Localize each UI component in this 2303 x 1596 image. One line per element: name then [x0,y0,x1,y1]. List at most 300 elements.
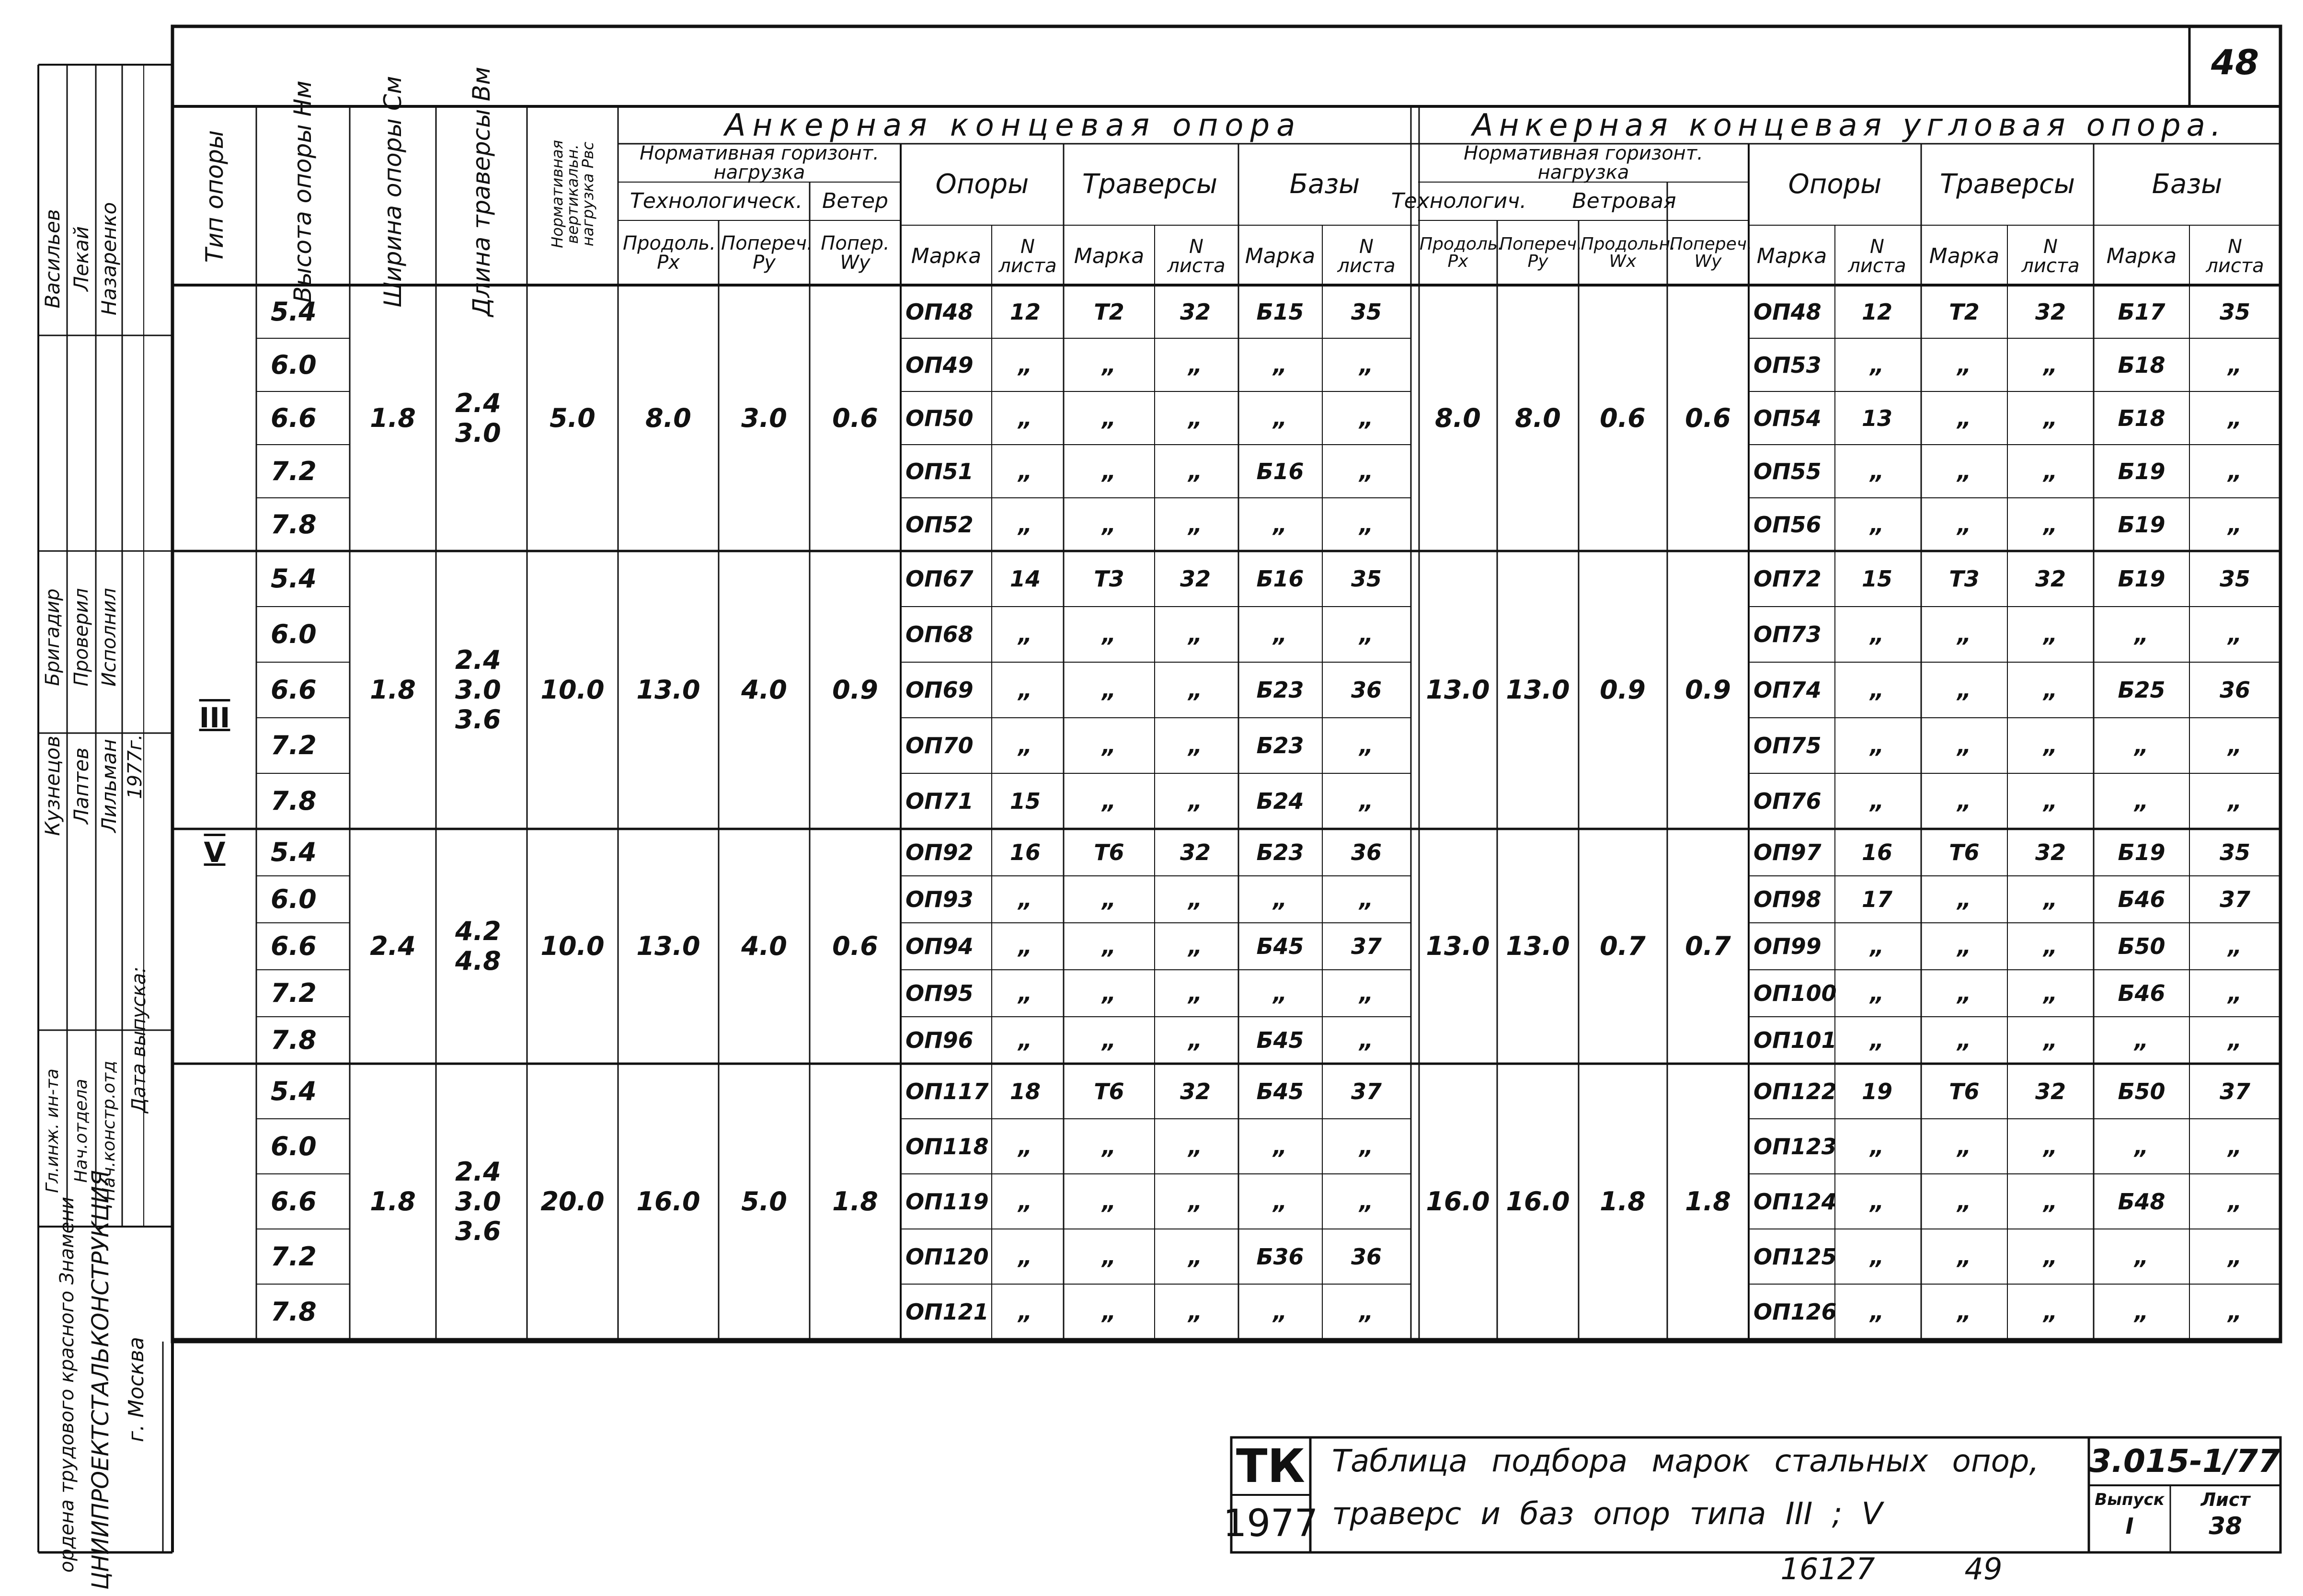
baza-mark-a: Б45 [1256,1027,1304,1053]
baza-sheet-b: „ [2228,980,2242,1006]
logo-year: 1977 [1223,1502,1318,1545]
tech-a: Технологическ. [630,189,803,213]
opora-mark-a: ОП93 [905,886,974,912]
wy-value: 0.6 [832,402,878,433]
opora-mark-a: ОП120 [905,1243,989,1270]
wind-a: Ветер [822,189,888,213]
wy-value: 0.9 [832,675,878,705]
stamp-code: 3.015-1/77 [2089,1443,2280,1480]
baza-sheet-b: „ [2228,788,2242,814]
opora-sheet-a: „ [1018,886,1032,912]
baza-mark-b: „ [2134,1243,2149,1270]
baza-sheet-a: „ [1359,405,1374,431]
opora-sheet-a: „ [1018,980,1032,1006]
traversa-mark-b: Т6 [1949,1078,1980,1104]
traversa-mark-a: „ [1102,511,1116,538]
py-value: 5.0 [741,1186,787,1217]
baza-sheet-b: „ [2228,1298,2242,1325]
list-label: Лист [2200,1489,2250,1510]
opora-sheet-b: „ [1870,788,1884,814]
opora-sheet-a: „ [1018,1027,1032,1053]
poper-a: Попереч. Ру [721,232,813,274]
opora-mark-b: ОП73 [1753,621,1822,647]
traversa-mark-a: „ [1102,788,1116,814]
baza-sheet-b: „ [2228,933,2242,959]
length-value: 4.2 4.8 [455,916,501,976]
opora-sheet-b: 19 [1861,1078,1893,1104]
traversa-sheet-b: „ [2043,1133,2058,1160]
baza-mark-a: Б23 [1256,733,1304,758]
subheader-marka-b: Марка [1929,244,2000,268]
opory-a: Опоры [935,169,1029,200]
traversa-mark-b: „ [1957,788,1971,814]
traversa-sheet-b: „ [2043,788,2058,814]
opora-sheet-a: 18 [1009,1078,1041,1104]
height-value: 6.0 [271,619,317,649]
height-value: 7.8 [271,509,317,540]
py-value: 4.0 [741,675,787,705]
px-value: 13.0 [636,931,700,961]
baza-mark-a: Б36 [1256,1243,1304,1270]
opora-sheet-b: „ [1870,980,1884,1006]
baza-mark-b: „ [2134,1133,2149,1160]
baza-sheet-b: 36 [2219,677,2251,703]
traversa-sheet-b: „ [2043,1243,2058,1270]
subheader-marka-a: Марка [1074,244,1145,268]
baza-mark-a: Б15 [1256,299,1304,325]
traversa-mark-a: Т2 [1094,299,1124,325]
side-name2-1: Лаптев [69,747,93,824]
traversa-mark-b: „ [1957,511,1971,538]
baza-mark-a: Б24 [1256,788,1304,814]
traversa-sheet-a: „ [1188,788,1203,814]
opora-mark-b: ОП99 [1753,933,1822,959]
traversa-sheet-a: „ [1188,352,1203,378]
opora-sheet-b: „ [1870,1027,1884,1053]
opora-sheet-a: „ [1018,458,1032,484]
opora-sheet-a: „ [1018,621,1032,647]
footer-number-1: 16127 [1780,1551,1875,1586]
side-role2-1: Нач.отдела [71,1079,91,1183]
baza-sheet-a: 35 [1351,566,1382,592]
baza-mark-a: Б23 [1256,677,1304,703]
vload-value: 5.0 [550,402,596,433]
side-org-1: ордена трудового красного Знамени [56,1196,78,1573]
opora-mark-a: ОП71 [905,788,974,814]
baza-sheet-b: „ [2228,1243,2242,1270]
side-name2-2: Лильман [97,739,121,833]
opora-mark-b: ОП122 [1753,1078,1837,1104]
baza-mark-a: „ [1273,405,1287,431]
baza-sheet-b: 37 [2219,886,2251,912]
vload-value: 10.0 [540,675,605,705]
opora-mark-a: ОП48 [905,299,974,325]
opora-mark-b: ОП100 [1753,980,1837,1006]
baza-sheet-a: „ [1359,1027,1374,1053]
traversa-sheet-b: „ [2043,405,2058,431]
baza-mark-a: Б23 [1256,839,1304,865]
subheader-marka-a: Марка [911,244,982,268]
width-value: 1.8 [370,402,416,433]
bazy-b: Базы [2152,169,2223,200]
traversa-sheet-b: „ [2043,677,2058,703]
traversa-sheet-b: „ [2043,886,2058,912]
opory-b: Опоры [1788,169,1882,200]
px-value: 13.0 [636,675,700,705]
baza-mark-b: Б18 [2118,405,2166,431]
baza-sheet-b: „ [2228,352,2242,378]
opora-mark-b: ОП75 [1753,733,1822,758]
traversa-mark-b: „ [1957,458,1971,484]
py-b-value: 13.0 [1506,931,1570,961]
opora-sheet-b: 17 [1861,886,1893,912]
side-role2-2: Нач.констр.отд [99,1060,119,1201]
baza-mark-a: Б45 [1256,933,1304,959]
traversa-mark-b: „ [1957,1243,1971,1270]
col-width-header: Ширина опоры См [379,76,407,308]
side-name2-0: Кузнецов [41,735,64,836]
height-value: 7.2 [271,1241,317,1272]
height-value: 7.2 [271,978,317,1008]
opora-mark-b: ОП123 [1753,1133,1837,1160]
prodol-b: Продоль. Рх [1420,234,1503,271]
traversa-sheet-a: „ [1188,980,1203,1006]
baza-mark-a: „ [1273,980,1287,1006]
traversa-mark-b: „ [1957,933,1971,959]
traversa-sheet-b: „ [2043,621,2058,647]
opora-mark-a: ОП70 [905,733,974,758]
traversa-sheet-a: „ [1188,933,1203,959]
traversa-mark-b: „ [1957,1027,1971,1053]
baza-sheet-b: „ [2228,733,2242,758]
height-value: 5.4 [271,296,317,327]
traversa-sheet-a: 32 [1180,566,1211,592]
type-label: V [204,836,226,869]
baza-sheet-a: 37 [1351,933,1382,959]
traversa-sheet-b: 32 [2035,566,2066,592]
height-value: 6.6 [271,931,317,961]
baza-sheet-a: 37 [1351,1078,1382,1104]
opora-mark-b: ОП74 [1753,677,1822,703]
opora-mark-b: ОП53 [1753,352,1822,378]
group-b-title: Анкерная концевая угловая опора. [1472,108,2227,143]
px-value: 16.0 [636,1186,700,1217]
traversa-sheet-a: „ [1188,733,1203,758]
opora-mark-b: ОП56 [1753,511,1822,538]
traversa-sheet-a: „ [1188,1027,1203,1053]
wy-value: 1.8 [832,1186,878,1217]
opora-mark-b: ОП124 [1753,1188,1837,1215]
px-b-value: 16.0 [1426,1186,1490,1217]
side-role-1: Проверил [70,588,92,687]
traversa-mark-a: „ [1102,621,1116,647]
px-b-value: 13.0 [1426,675,1490,705]
traversa-mark-a: „ [1102,677,1116,703]
side-org-2: ЦНИИПРОЕКТСТАЛЬКОНСТРУКЦИЯ [87,1170,114,1590]
norm-load-a: Нормативная горизонт. нагрузка [640,142,879,184]
traversa-sheet-a: „ [1188,1188,1203,1215]
opora-mark-b: ОП126 [1753,1298,1837,1325]
baza-mark-b: „ [2134,1027,2149,1053]
opora-sheet-a: 15 [1009,788,1041,814]
baza-mark-a: Б45 [1256,1078,1304,1104]
opora-mark-a: ОП118 [905,1133,989,1160]
traversa-mark-b: Т3 [1949,566,1980,592]
traversa-mark-a: „ [1102,1027,1116,1053]
type-label: III [199,701,230,734]
traversa-mark-a: „ [1102,980,1116,1006]
baza-sheet-a: 36 [1351,839,1382,865]
traversa-mark-b: „ [1957,1188,1971,1215]
baza-mark-b: Б19 [2118,458,2166,484]
baza-mark-b: Б19 [2118,566,2166,592]
opora-mark-a: ОП95 [905,980,974,1006]
opora-sheet-b: „ [1870,1133,1884,1160]
width-value: 1.8 [370,675,416,705]
traversa-sheet-b: „ [2043,733,2058,758]
opora-sheet-a: „ [1018,1298,1032,1325]
baza-mark-b: Б17 [2118,299,2166,325]
side-release: Дата выпуска: [128,966,150,1113]
py-b-value: 13.0 [1506,675,1570,705]
traversa-mark-b: „ [1957,886,1971,912]
opora-sheet-b: „ [1870,511,1884,538]
baza-mark-a: „ [1273,1133,1287,1160]
baza-sheet-a: „ [1359,621,1374,647]
baza-sheet-b: 35 [2219,299,2251,325]
wx-b-value: 1.8 [1600,1186,1646,1217]
side-name-1: Лекай [69,226,93,291]
baza-mark-b: Б48 [2118,1188,2166,1215]
height-value: 7.8 [271,1296,317,1327]
baza-mark-b: Б19 [2118,839,2166,865]
opora-mark-b: ОП97 [1753,839,1822,865]
wy-b-value: 0.7 [1685,931,1731,961]
traversa-mark-a: „ [1102,1298,1116,1325]
height-value: 5.4 [271,837,317,867]
traversa-sheet-a: „ [1188,458,1203,484]
traversa-mark-a: „ [1102,352,1116,378]
traversa-sheet-a: „ [1188,511,1203,538]
length-value: 2.4 3.0 [455,388,501,448]
traversa-sheet-b: „ [2043,511,2058,538]
baza-sheet-a: „ [1359,458,1374,484]
opora-mark-a: ОП52 [905,511,974,538]
opora-mark-b: ОП55 [1753,458,1822,484]
baza-mark-b: „ [2134,621,2149,647]
col-height-header: Высота опоры Нм [289,80,317,303]
wy-b: Попереч. Wy [1670,234,1753,271]
opora-mark-b: ОП54 [1753,405,1822,431]
opora-sheet-a: „ [1018,1243,1032,1270]
opora-mark-b: ОП76 [1753,788,1822,814]
prodol-a: Продоль. Рх [623,232,716,274]
col-vload-header: Нормативная вертикальн. нагрузка Рвс [548,140,597,248]
traversa-mark-b: „ [1957,980,1971,1006]
traversa-sheet-a: „ [1188,677,1203,703]
baza-sheet-a: 36 [1351,677,1382,703]
wx-b-value: 0.6 [1600,402,1646,433]
height-value: 6.0 [271,884,317,914]
height-value: 7.2 [271,730,317,760]
side-name-2: Назаренко [97,202,121,316]
opora-sheet-a: „ [1018,677,1032,703]
wy-b-value: 0.9 [1685,675,1731,705]
footer-number-2: 49 [1964,1551,2003,1586]
baza-sheet-a: „ [1359,511,1374,538]
opora-sheet-b: 12 [1861,299,1893,325]
opora-sheet-b: „ [1870,733,1884,758]
traversa-mark-b: „ [1957,621,1971,647]
height-value: 5.4 [271,1076,317,1106]
traversa-mark-b: „ [1957,1298,1971,1325]
width-value: 1.8 [370,1186,416,1217]
stamp-title-line2: траверс и баз опор типа III ; V [1332,1496,1883,1532]
traversa-mark-b: Т2 [1949,299,1980,325]
vload-value: 10.0 [540,931,605,961]
side-year: 1977г. [124,734,146,799]
opora-mark-a: ОП119 [905,1188,989,1215]
height-value: 5.4 [271,563,317,594]
col-length-header: Длина траверсы Вм [468,67,495,317]
baza-mark-b: „ [2134,788,2149,814]
traversa-sheet-b: „ [2043,1298,2058,1325]
baza-mark-a: Б16 [1256,566,1304,592]
opora-sheet-a: „ [1018,352,1032,378]
vypusk-value: I [2125,1513,2134,1539]
baza-sheet-b: „ [2228,1133,2242,1160]
traversa-mark-a: Т3 [1094,566,1124,592]
height-value: 6.0 [271,1131,317,1161]
opora-sheet-a: „ [1018,733,1032,758]
group-a-title: Анкерная концевая опора [724,108,1302,143]
vload-value: 20.0 [540,1186,605,1217]
traversa-mark-b: Т6 [1949,839,1980,865]
baza-mark-b: Б46 [2118,886,2166,912]
length-value: 2.4 3.0 3.6 [455,644,501,735]
height-value: 6.6 [271,675,317,705]
list-value: 38 [2209,1512,2242,1540]
traversa-mark-a: „ [1102,405,1116,431]
opora-mark-a: ОП51 [905,458,974,484]
opora-mark-a: ОП94 [905,933,974,959]
opora-sheet-b: „ [1870,621,1884,647]
traversa-sheet-a: „ [1188,621,1203,647]
baza-mark-b: „ [2134,1298,2149,1325]
height-value: 6.0 [271,349,317,380]
poper-w-a: Попер. Wy [821,232,890,274]
baza-sheet-b: 37 [2219,1078,2251,1104]
opora-sheet-b: „ [1870,677,1884,703]
opora-mark-a: ОП121 [905,1298,989,1325]
opora-sheet-a: „ [1018,511,1032,538]
traversa-sheet-a: „ [1188,886,1203,912]
baza-sheet-a: „ [1359,733,1374,758]
opora-sheet-b: „ [1870,352,1884,378]
traversa-mark-a: „ [1102,458,1116,484]
traversa-sheet-b: „ [2043,352,2058,378]
baza-sheet-b: „ [2228,1027,2242,1053]
opora-mark-b: ОП125 [1753,1243,1837,1270]
side-role2-0: Гл.инж. ин-та [43,1068,62,1193]
side-role-2: Исполнил [98,588,120,687]
sheet-page-number: 48 [2211,42,2259,82]
baza-mark-b: Б46 [2118,980,2166,1006]
baza-sheet-a: 36 [1351,1243,1382,1270]
height-value: 6.6 [271,402,317,433]
baza-mark-a: „ [1273,511,1287,538]
col-type-header: Тип опоры [201,130,229,263]
traversa-sheet-a: „ [1188,405,1203,431]
traversa-sheet-b: 32 [2035,299,2066,325]
baza-mark-a: Б16 [1256,458,1304,484]
side-org-3: г. Москва [124,1337,149,1442]
traversa-sheet-a: 32 [1180,839,1211,865]
width-value: 2.4 [370,931,416,961]
opora-sheet-a: „ [1018,1133,1032,1160]
baza-sheet-a: „ [1359,980,1374,1006]
traversa-mark-a: „ [1102,1243,1116,1270]
traversy-a: Траверсы [1082,169,1218,200]
traversa-sheet-a: „ [1188,1133,1203,1160]
traversa-sheet-b: „ [2043,1188,2058,1215]
subheader-nlista-a: N листа [1337,236,1396,277]
opora-sheet-b: „ [1870,933,1884,959]
py-value: 3.0 [741,402,787,433]
baza-sheet-b: „ [2228,621,2242,647]
baza-mark-a: „ [1273,1298,1287,1325]
traversa-mark-b: „ [1957,1133,1971,1160]
opora-mark-a: ОП50 [905,405,974,431]
baza-mark-b: „ [2134,733,2149,758]
baza-sheet-a: „ [1359,788,1374,814]
baza-mark-a: „ [1273,886,1287,912]
traversa-mark-b: „ [1957,352,1971,378]
traversa-mark-a: „ [1102,886,1116,912]
opora-mark-b: ОП72 [1753,566,1822,592]
baza-sheet-b: „ [2228,1188,2242,1215]
vypusk-label: Выпуск [2095,1490,2165,1509]
traversa-sheet-a: „ [1188,1298,1203,1325]
baza-sheet-b: „ [2228,405,2242,431]
opora-mark-a: ОП68 [905,621,974,647]
opora-sheet-b: „ [1870,1298,1884,1325]
traversa-sheet-b: „ [2043,1027,2058,1053]
traversa-mark-a: „ [1102,1133,1116,1160]
opora-sheet-a: 14 [1009,566,1041,592]
opora-mark-a: ОП67 [905,566,974,592]
opora-sheet-b: 13 [1861,405,1893,431]
opora-sheet-b: 15 [1861,566,1893,592]
opora-mark-b: ОП48 [1753,299,1822,325]
baza-sheet-a: „ [1359,352,1374,378]
poper-b: Попереч. Ру [1500,234,1582,271]
baza-mark-b: Б50 [2118,1078,2166,1104]
baza-sheet-a: „ [1359,886,1374,912]
traversa-mark-a: „ [1102,1188,1116,1215]
subheader-nlista-b: N листа [1848,236,1906,277]
opora-mark-b: ОП98 [1753,886,1822,912]
baza-mark-b: Б50 [2118,933,2166,959]
opora-sheet-b: „ [1870,458,1884,484]
traversa-sheet-b: 32 [2035,839,2066,865]
baza-sheet-b: 35 [2219,839,2251,865]
opora-mark-a: ОП49 [905,352,974,378]
traversa-sheet-b: „ [2043,980,2058,1006]
traversa-sheet-b: „ [2043,933,2058,959]
opora-sheet-a: „ [1018,933,1032,959]
baza-sheet-b: „ [2228,458,2242,484]
